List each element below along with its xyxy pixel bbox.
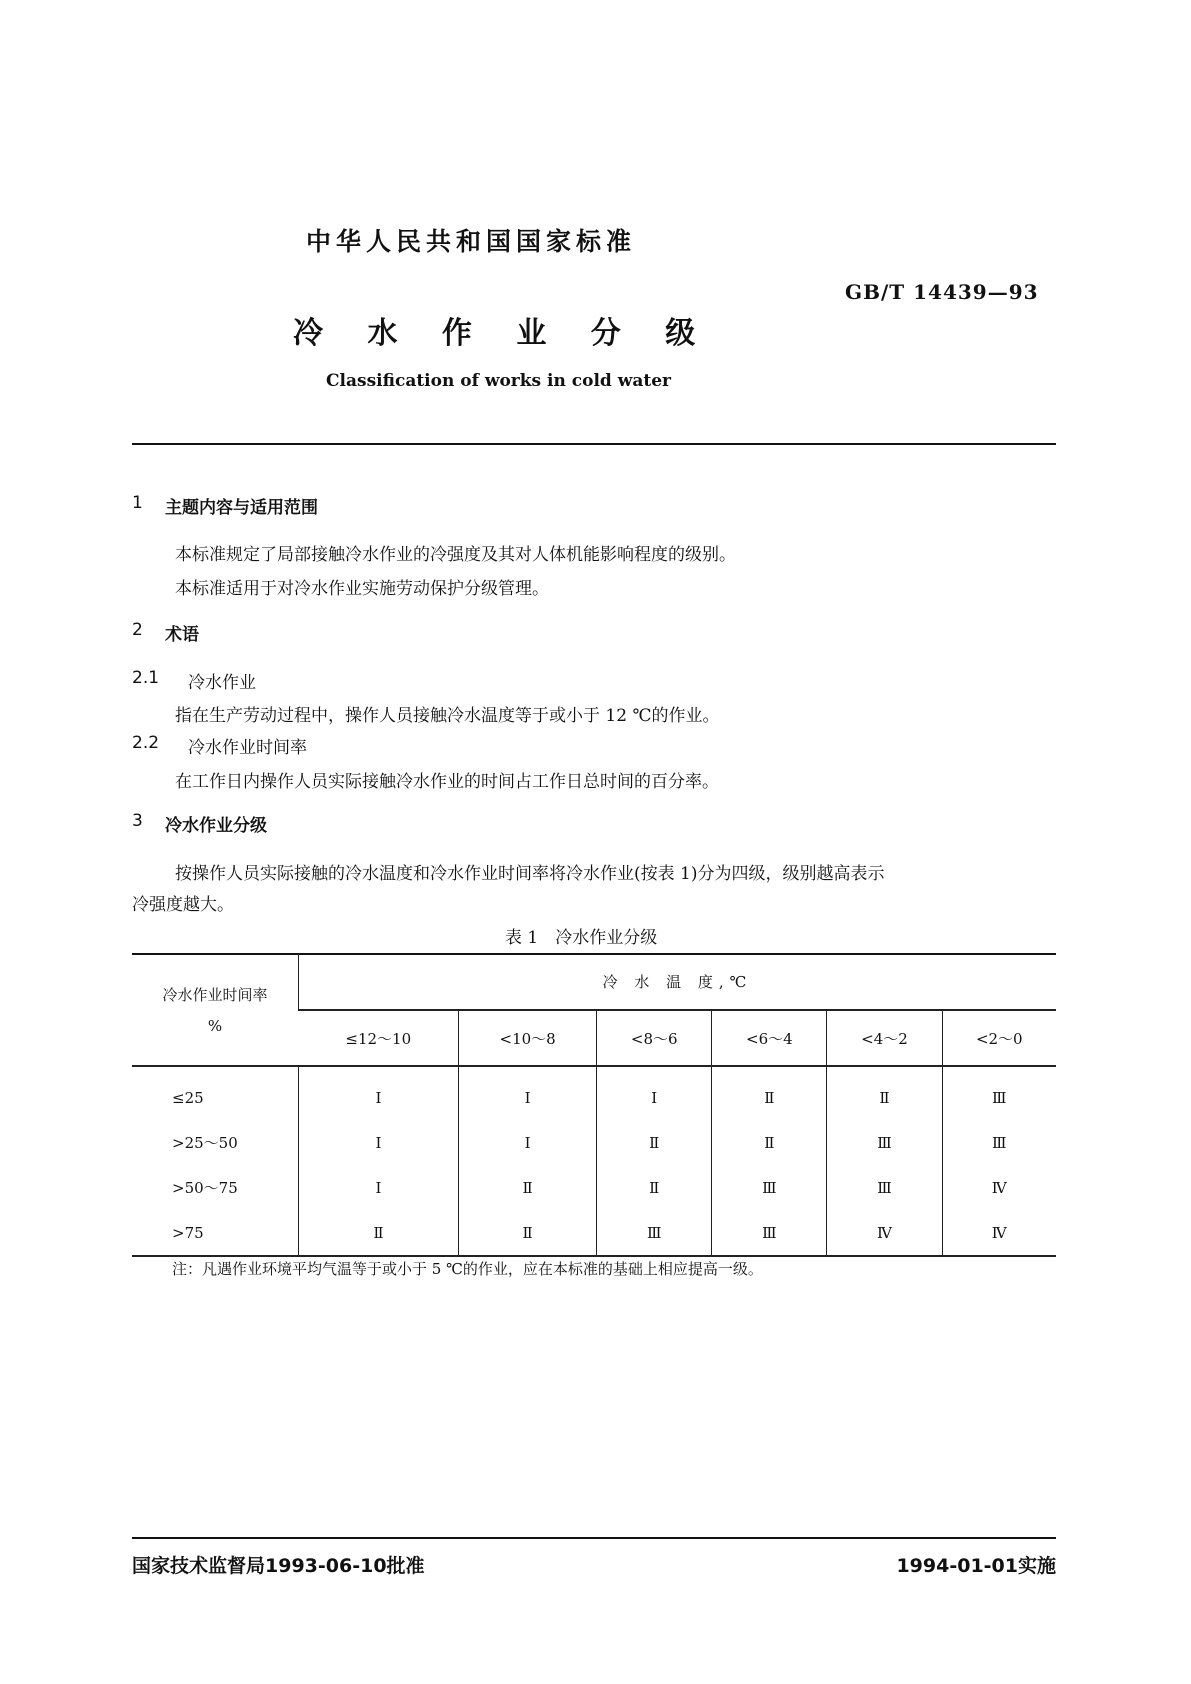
effective-date: 1994-01-01实施 [896, 1555, 1056, 1577]
column-header: <2～0 [942, 1010, 1056, 1066]
row-header-cell [132, 954, 299, 1066]
section-number: 1 [132, 493, 143, 513]
section-heading: 冷水作业分级 [165, 816, 267, 836]
grade-cell: Ⅲ [597, 1210, 712, 1256]
paragraph: 指在生产劳动过程中，操作人员接触冷水温度等于或小于 12 ℃的作业。 [175, 706, 720, 726]
grade-cell: Ⅱ [299, 1210, 459, 1256]
paragraph: 按操作人员实际接触的冷水温度和冷水作业时间率将冷水作业(按表 1)分为四级，级别越高表示 [175, 864, 885, 884]
column-header: <6～4 [712, 1010, 827, 1066]
grade-cell: Ⅱ [712, 1120, 827, 1165]
table-note: 注：凡遇作业环境平均气温等于或小于 5 ℃的作业，应在本标准的基础上相应提高一级。 [172, 1260, 763, 1278]
grade-cell: Ⅱ [597, 1120, 712, 1165]
table-row [132, 1165, 1056, 1210]
section-heading: 主题内容与适用范围 [165, 498, 318, 518]
row-label: >25～50 [172, 1134, 238, 1152]
grade-cell: Ⅲ [827, 1120, 942, 1165]
section-heading: 术语 [165, 625, 199, 645]
grade-cell: Ⅳ [827, 1210, 942, 1256]
section-number: 2.1 [132, 668, 160, 688]
grade-cell: Ⅰ [597, 1066, 712, 1120]
grade-cell: Ⅰ [299, 1066, 459, 1120]
grade-cell: Ⅲ [712, 1165, 827, 1210]
grade-cell: Ⅲ [942, 1066, 1056, 1120]
grade-cell: Ⅰ [299, 1120, 459, 1165]
column-header: <8～6 [597, 1010, 712, 1066]
row-header-unit: % [207, 1017, 223, 1035]
paragraph: 本标准适用于对冷水作业实施劳动保护分级管理。 [175, 579, 549, 599]
subsection-heading: 冷水作业 [188, 673, 256, 693]
paragraph: 在工作日内操作人员实际接触冷水作业的时间占工作日总时间的百分率。 [175, 772, 719, 792]
approval-date: 国家技术监督局1993-06-10批准 [132, 1555, 425, 1577]
grade-cell: Ⅰ [459, 1120, 597, 1165]
column-header: ≤12～10 [299, 1010, 459, 1066]
column-header: <4～2 [827, 1010, 942, 1066]
row-label: >50～75 [172, 1179, 238, 1197]
grade-cell: Ⅰ [459, 1066, 597, 1120]
grade-cell: Ⅲ [827, 1165, 942, 1210]
column-header: <10～8 [459, 1010, 597, 1066]
page-title: 冷 水 作 业 分 级 [293, 316, 704, 351]
english-title: Classification of works in cold water [326, 371, 671, 391]
subsection-heading: 冷水作业时间率 [188, 738, 307, 758]
standard-code: GB/T 14439—93 [845, 280, 1039, 304]
grade-cell: Ⅱ [827, 1066, 942, 1120]
column-group-header: 冷 水 温 度,℃ [299, 954, 1057, 1010]
grade-cell: Ⅱ [597, 1165, 712, 1210]
classification-table [132, 954, 1056, 1257]
row-header: 冷水作业时间率 [162, 986, 268, 1004]
paragraph: 冷强度越大。 [132, 895, 234, 915]
paragraph: 本标准规定了局部接触冷水作业的冷强度及其对人体机能影响程度的级别。 [175, 545, 736, 565]
footer-divider [132, 1537, 1056, 1539]
grade-cell: Ⅱ [459, 1165, 597, 1210]
row-label: ≤25 [132, 1066, 299, 1120]
grade-cell: Ⅳ [942, 1165, 1056, 1210]
grade-cell: Ⅰ [299, 1165, 459, 1210]
header-divider [132, 443, 1056, 445]
table-row [132, 1210, 1056, 1256]
row-label: >75 [172, 1223, 204, 1242]
grade-cell: Ⅱ [712, 1066, 827, 1120]
grade-cell: Ⅳ [942, 1210, 1056, 1256]
section-number: 2.2 [132, 733, 160, 753]
grade-cell: Ⅲ [942, 1120, 1056, 1165]
section-number: 3 [132, 811, 143, 831]
table-row [132, 1066, 1056, 1120]
table-caption: 表 1 冷水作业分级 [505, 928, 658, 948]
grade-cell: Ⅱ [459, 1210, 597, 1256]
org-title: 中华人民共和国国家标准 [306, 227, 637, 256]
grade-cell: Ⅲ [712, 1210, 827, 1256]
section-number: 2 [132, 620, 143, 640]
table-row [132, 1120, 1056, 1165]
